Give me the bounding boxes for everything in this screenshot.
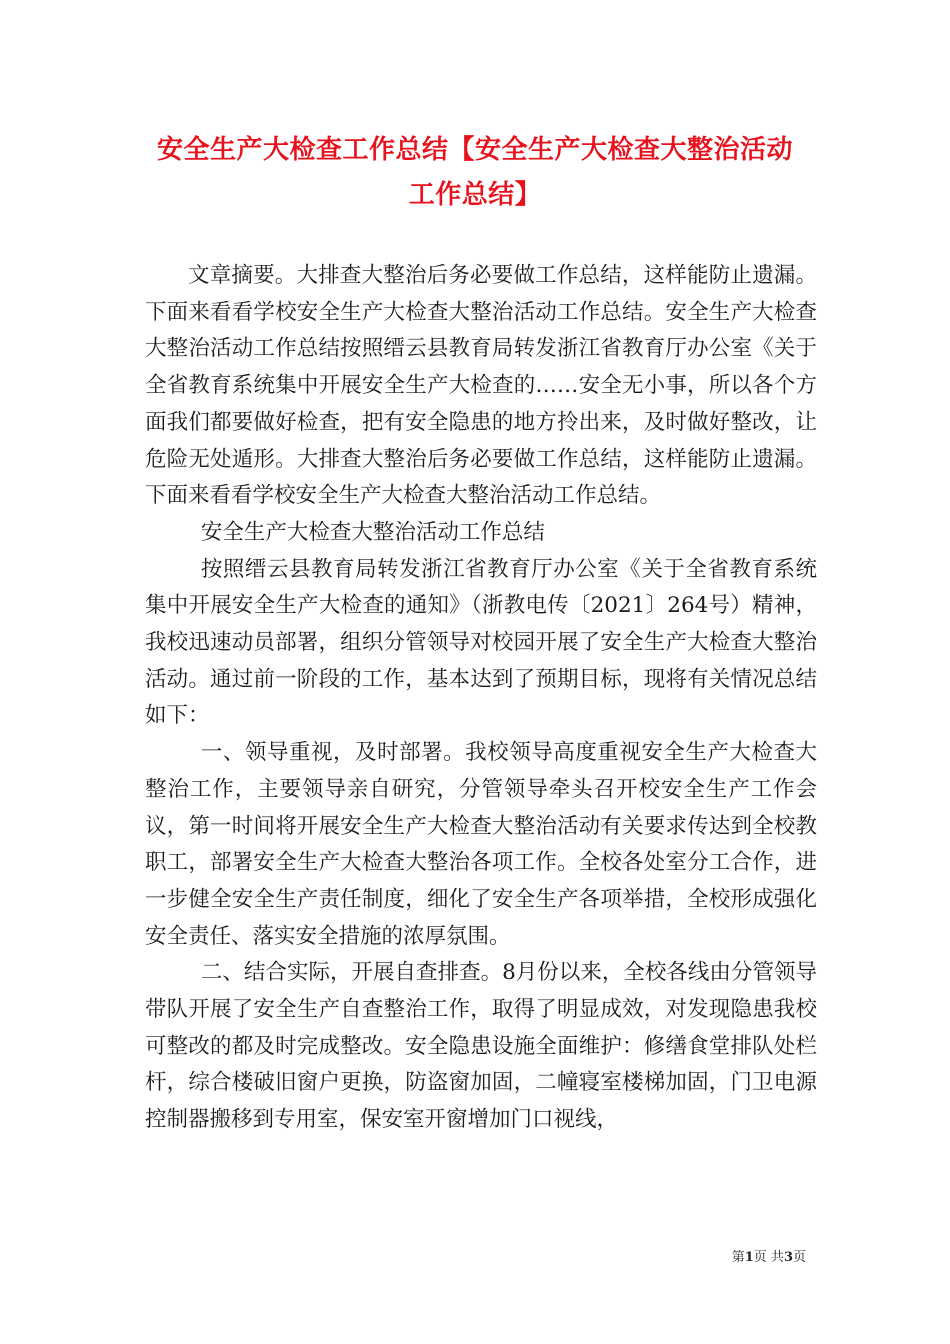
footer-total-pages: 3: [783, 1250, 793, 1265]
footer-current-page: 1: [744, 1250, 754, 1265]
paragraph-subtitle: 安全生产大检查大整治活动工作总结: [200, 519, 545, 545]
paragraph-abstract: 文章摘要。大排查大整治后务必要做工作总结，这样能防止遗漏。下面来看看学校安全生产大检查大整治活动工作总结。安全生产大检查大整治活动工作总结按照缙云县教育局转发浙江省教育厅办公室《关于全省教育系统集中开展安全生产大检查的……安全无小事，所以各个方面我们都要做好检查，把有安全隐患的地方拎出来，及时做好整改，让危险无处遁形。大排查大整治后务必要做工作总结，这样能防止遗漏。下面来看看学校安全生产大检查大整治活动工作总结。: [145, 263, 817, 509]
paragraph-section-two: 二、结合实际，开展自查排查。8月份以来，全校各线由分管领导带队开展了安全生产自查整治工作，取得了明显成效，对发现隐患我校可整改的都及时完成整改。安全隐患设施全面维护：修缮食堂排队处栏杆，综合楼破旧窗户更换，防盗窗加固，二幢寝室楼梯加固，门卫电源控制器搬移到专用室，保安室开窗增加门口视线，: [145, 960, 817, 1133]
footer-prefix: 第: [731, 1250, 745, 1265]
paragraph-intro: 按照缙云县教育局转发浙江省教育厅办公室《关于全省教育系统集中开展安全生产大检查的通知》（浙教电传〔2021〕264号）精神，我校迅速动员部署，组织分管领导对校园开展了安全生产大检查大整治活动。通过前一阶段的工作，基本达到了预期目标，现将有关情况总结如下：: [145, 556, 817, 729]
footer-middle: 页 共: [753, 1250, 784, 1265]
document-title: 安全生产大检查工作总结【安全生产大检查大整治活动工作总结】: [156, 135, 793, 210]
page-number-footer: [732, 1250, 806, 1266]
document-body: [145, 258, 817, 1139]
paragraph-section-one: 一、领导重视，及时部署。我校领导高度重视安全生产大检查大整治工作，主要领导亲自研究，分管领导牵头召开校安全生产工作会议，第一时间将开展安全生产大检查大整治活动有关要求传达到全校教职工，部署安全生产大检查大整治各项工作。全校各处室分工合作，进一步健全安全生产责任制度，细化了安全生产各项举措，全校形成强化安全责任、落实安全措施的浓厚氛围。: [145, 740, 817, 949]
footer-suffix: 页: [792, 1250, 806, 1265]
